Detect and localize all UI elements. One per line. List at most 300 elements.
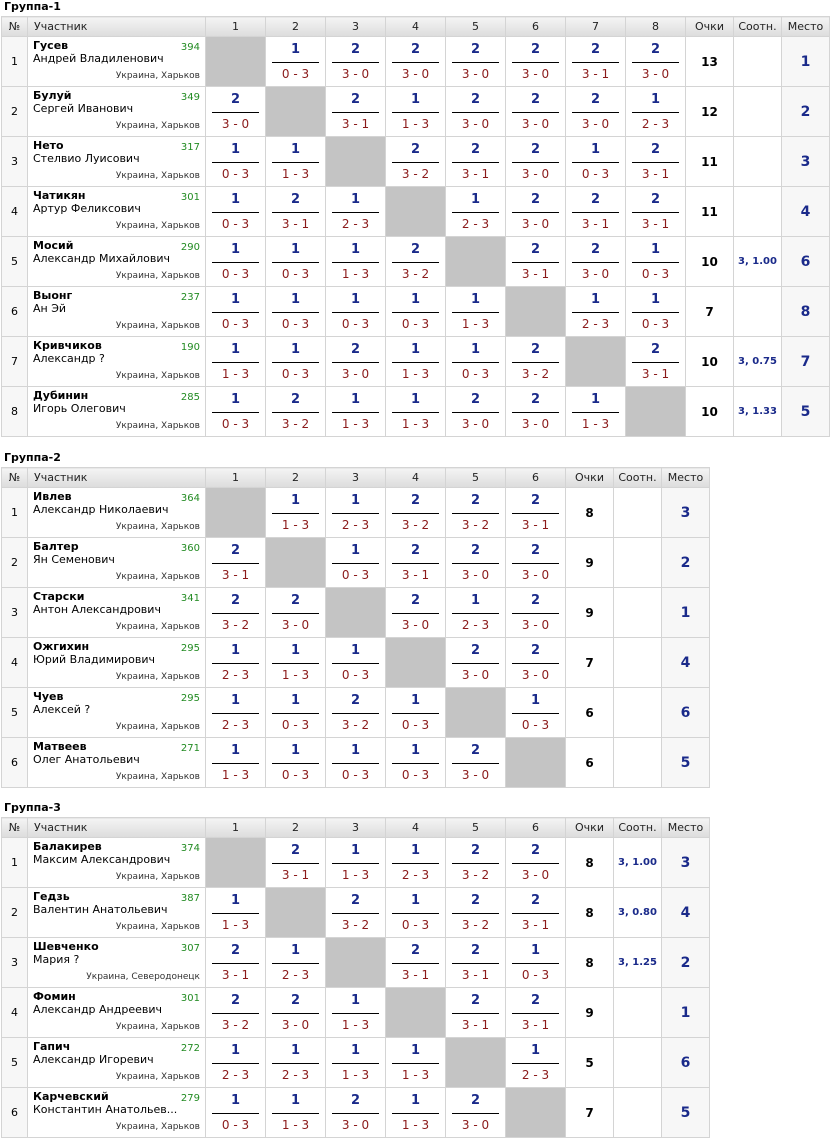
participant-first-name: Александр Игоревич — [33, 1053, 154, 1066]
match-score: 0 - 3 — [461, 367, 490, 381]
participant-name[interactable]: Гедзь — [33, 890, 70, 903]
place-cell: 8 — [782, 287, 830, 337]
match-score: 0 - 3 — [221, 317, 250, 331]
ratio-cell — [734, 187, 782, 237]
participant-cell — [28, 87, 206, 137]
match-score: 3 - 0 — [521, 868, 550, 882]
result-divider — [452, 863, 499, 864]
match-points: 2 — [470, 1093, 481, 1108]
match-points: 1 — [410, 1043, 421, 1058]
result-divider — [392, 162, 439, 163]
match-score: 0 - 3 — [341, 668, 370, 682]
result-divider — [212, 1063, 259, 1064]
points-cell: 10 — [686, 387, 734, 437]
match-result-cell — [386, 237, 446, 287]
table-row — [2, 137, 830, 187]
match-score: 0 - 3 — [281, 718, 310, 732]
match-points: 2 — [650, 192, 661, 207]
match-result-cell — [206, 237, 266, 287]
header-place: Место — [662, 818, 710, 838]
match-score: 3 - 1 — [641, 367, 670, 381]
match-points: 2 — [530, 993, 541, 1008]
match-score: 0 - 3 — [221, 217, 250, 231]
table-row — [2, 87, 830, 137]
match-result-cell — [566, 87, 626, 137]
self-match-cell — [566, 337, 626, 387]
match-score: 3 - 1 — [521, 518, 550, 532]
participant-name[interactable]: Балакирев — [33, 840, 102, 853]
match-result-cell — [566, 187, 626, 237]
result-divider — [272, 963, 319, 964]
match-points: 2 — [230, 943, 241, 958]
match-result-cell — [506, 688, 566, 738]
result-divider — [392, 863, 439, 864]
match-score: 2 - 3 — [401, 868, 430, 882]
match-score: 3 - 2 — [341, 718, 370, 732]
result-divider — [572, 162, 619, 163]
header-participant: Участник — [28, 468, 206, 488]
match-score: 3 - 1 — [401, 568, 430, 582]
match-points: 2 — [350, 42, 361, 57]
match-result-cell — [386, 488, 446, 538]
match-result-cell — [446, 488, 506, 538]
result-divider — [212, 412, 259, 413]
place-cell: 6 — [782, 237, 830, 287]
group-table — [1, 16, 830, 437]
match-points: 1 — [410, 843, 421, 858]
match-result-cell — [446, 187, 506, 237]
participant-rating: 279 — [180, 1093, 200, 1104]
result-divider — [512, 112, 559, 113]
result-divider — [332, 513, 379, 514]
match-result-cell — [326, 888, 386, 938]
participant-name[interactable]: Чуев — [33, 690, 64, 703]
match-result-cell — [506, 37, 566, 87]
result-divider — [572, 312, 619, 313]
participant-rating: 237 — [180, 292, 200, 303]
self-match-cell — [206, 838, 266, 888]
self-match-cell — [386, 988, 446, 1038]
result-divider — [512, 613, 559, 614]
table-row — [2, 237, 830, 287]
participant-name[interactable]: Мосий — [33, 239, 74, 252]
match-points: 1 — [230, 342, 241, 357]
result-divider — [332, 913, 379, 914]
participant-name[interactable]: Карчевский — [33, 1090, 109, 1103]
match-score: 1 - 3 — [341, 868, 370, 882]
match-result-cell — [446, 838, 506, 888]
participant-rating: 290 — [180, 242, 200, 253]
match-score: 3 - 2 — [221, 618, 250, 632]
match-result-cell — [446, 588, 506, 638]
match-score: 0 - 3 — [341, 317, 370, 331]
participant-cell — [28, 37, 206, 87]
participant-city: Украина, Харьков — [115, 522, 200, 532]
result-divider — [332, 713, 379, 714]
match-points: 1 — [410, 292, 421, 307]
match-result-cell — [446, 287, 506, 337]
participant-cell — [28, 988, 206, 1038]
match-score: 3 - 0 — [521, 117, 550, 131]
match-points: 1 — [470, 192, 481, 207]
match-result-cell — [266, 337, 326, 387]
match-result-cell — [386, 1088, 446, 1138]
place-cell: 7 — [782, 337, 830, 387]
result-divider — [272, 713, 319, 714]
points-cell: 8 — [566, 938, 614, 988]
match-score: 1 - 3 — [341, 267, 370, 281]
result-divider — [332, 362, 379, 363]
match-score: 0 - 3 — [401, 317, 430, 331]
points-cell: 7 — [566, 1088, 614, 1138]
points-cell: 11 — [686, 137, 734, 187]
match-result-cell — [206, 1038, 266, 1088]
match-score: 3 - 0 — [521, 668, 550, 682]
match-score: 3 - 2 — [341, 918, 370, 932]
match-score: 3 - 2 — [461, 918, 490, 932]
header-opponent-col: 4 — [386, 818, 446, 838]
participant-name[interactable]: Ожгихин — [33, 640, 90, 653]
group-title: Группа-3 — [4, 801, 61, 814]
result-divider — [212, 162, 259, 163]
table-row — [2, 688, 710, 738]
participant-name[interactable]: Выонг — [33, 289, 73, 302]
match-score: 0 - 3 — [521, 968, 550, 982]
match-points: 1 — [230, 1043, 241, 1058]
match-result-cell — [446, 988, 506, 1038]
match-points: 2 — [470, 543, 481, 558]
participant-rating: 301 — [180, 993, 200, 1004]
match-score: 3 - 1 — [341, 117, 370, 131]
match-score: 1 - 3 — [401, 117, 430, 131]
result-divider — [332, 212, 379, 213]
match-result-cell — [386, 738, 446, 788]
participant-name[interactable]: Старски — [33, 590, 85, 603]
match-points: 2 — [530, 493, 541, 508]
match-result-cell — [266, 738, 326, 788]
result-divider — [272, 162, 319, 163]
match-result-cell — [326, 337, 386, 387]
match-points: 1 — [530, 943, 541, 958]
match-score: 0 - 3 — [281, 267, 310, 281]
match-result-cell — [206, 287, 266, 337]
participant-city: Украина, Харьков — [115, 321, 200, 331]
self-match-cell — [326, 588, 386, 638]
participant-name[interactable]: Чатикян — [33, 189, 86, 202]
row-number: 6 — [2, 1088, 28, 1138]
result-divider — [572, 412, 619, 413]
match-points: 2 — [650, 342, 661, 357]
points-cell: 10 — [686, 237, 734, 287]
header-opponent-col: 2 — [266, 468, 326, 488]
match-score: 3 - 0 — [461, 117, 490, 131]
result-divider — [392, 112, 439, 113]
match-score: 2 - 3 — [221, 718, 250, 732]
points-cell: 6 — [566, 688, 614, 738]
match-result-cell — [326, 87, 386, 137]
match-score: 1 - 3 — [221, 918, 250, 932]
match-result-cell — [266, 988, 326, 1038]
header-num: № — [2, 468, 28, 488]
match-result-cell — [506, 588, 566, 638]
result-divider — [452, 162, 499, 163]
ratio-cell — [614, 1038, 662, 1088]
result-divider — [212, 913, 259, 914]
result-divider — [272, 62, 319, 63]
match-points: 1 — [230, 242, 241, 257]
points-cell: 6 — [566, 738, 614, 788]
header-opponent-col: 3 — [326, 17, 386, 37]
match-points: 1 — [350, 743, 361, 758]
match-points: 1 — [350, 993, 361, 1008]
ratio-cell — [614, 638, 662, 688]
result-divider — [452, 513, 499, 514]
match-points: 2 — [530, 192, 541, 207]
table-row — [2, 838, 710, 888]
place-cell: 1 — [782, 37, 830, 87]
match-result-cell — [386, 337, 446, 387]
participant-name[interactable]: Балтер — [33, 540, 79, 553]
participant-first-name: Андрей Владиленович — [33, 52, 164, 65]
result-divider — [452, 613, 499, 614]
participant-name[interactable]: Гапич — [33, 1040, 71, 1053]
match-score: 1 - 3 — [281, 668, 310, 682]
match-score: 1 - 3 — [401, 1118, 430, 1132]
match-points: 2 — [470, 42, 481, 57]
match-score: 1 - 3 — [341, 417, 370, 431]
result-divider — [272, 1113, 319, 1114]
result-divider — [272, 212, 319, 213]
match-result-cell — [326, 37, 386, 87]
match-score: 3 - 2 — [401, 167, 430, 181]
participant-name[interactable]: Ивлев — [33, 490, 72, 503]
participant-city: Украина, Харьков — [115, 271, 200, 281]
ratio-cell — [734, 137, 782, 187]
header-ratio: Соотн. — [734, 17, 782, 37]
table-row — [2, 638, 710, 688]
match-points: 1 — [350, 493, 361, 508]
match-result-cell — [626, 287, 686, 337]
match-score: 0 - 3 — [581, 167, 610, 181]
match-result-cell — [506, 187, 566, 237]
match-result-cell — [506, 137, 566, 187]
match-result-cell — [206, 738, 266, 788]
self-match-cell — [266, 888, 326, 938]
result-divider — [512, 563, 559, 564]
points-cell: 7 — [566, 638, 614, 688]
match-score: 3 - 0 — [461, 1118, 490, 1132]
place-cell: 5 — [662, 738, 710, 788]
match-result-cell — [446, 387, 506, 437]
points-cell: 9 — [566, 538, 614, 588]
participant-cell — [28, 387, 206, 437]
ratio-cell: 3, 1.00 — [734, 237, 782, 287]
result-divider — [632, 162, 679, 163]
match-result-cell — [386, 287, 446, 337]
result-divider — [452, 563, 499, 564]
match-result-cell — [506, 988, 566, 1038]
participant-rating: 295 — [180, 693, 200, 704]
participant-first-name: Антон Александрович — [33, 603, 161, 616]
match-points: 2 — [590, 192, 601, 207]
match-points: 1 — [290, 643, 301, 658]
points-cell: 8 — [566, 838, 614, 888]
match-result-cell — [566, 237, 626, 287]
participant-rating: 374 — [180, 843, 200, 854]
match-result-cell — [326, 187, 386, 237]
match-points: 2 — [470, 392, 481, 407]
match-result-cell — [206, 1088, 266, 1138]
match-result-cell — [266, 137, 326, 187]
place-cell: 6 — [662, 1038, 710, 1088]
match-score: 3 - 0 — [221, 117, 250, 131]
group-title: Группа-2 — [4, 451, 61, 464]
match-result-cell — [446, 137, 506, 187]
match-points: 1 — [590, 142, 601, 157]
result-divider — [392, 1113, 439, 1114]
match-result-cell — [266, 237, 326, 287]
match-score: 3 - 1 — [461, 167, 490, 181]
points-cell: 9 — [566, 988, 614, 1038]
participant-name[interactable]: Матвеев — [33, 740, 87, 753]
match-points: 1 — [290, 342, 301, 357]
header-opponent-col: 4 — [386, 468, 446, 488]
ratio-cell: 3, 1.33 — [734, 387, 782, 437]
participant-name[interactable]: Фомин — [33, 990, 76, 1003]
match-result-cell — [386, 888, 446, 938]
match-result-cell — [266, 938, 326, 988]
participant-name[interactable]: Нето — [33, 139, 64, 152]
match-result-cell — [266, 287, 326, 337]
result-divider — [212, 713, 259, 714]
ratio-cell — [614, 1088, 662, 1138]
result-divider — [332, 412, 379, 413]
participant-first-name: Алексей ? — [33, 703, 91, 716]
participant-name[interactable]: Шевченко — [33, 940, 99, 953]
match-points: 2 — [650, 142, 661, 157]
match-result-cell — [506, 237, 566, 287]
match-result-cell — [206, 538, 266, 588]
result-divider — [512, 212, 559, 213]
match-score: 0 - 3 — [281, 317, 310, 331]
result-divider — [512, 913, 559, 914]
participant-cell — [28, 688, 206, 738]
match-result-cell — [446, 87, 506, 137]
participant-first-name: Александр Андреевич — [33, 1003, 163, 1016]
participant-first-name: Константин Анатольев... — [33, 1103, 178, 1116]
row-number: 2 — [2, 87, 28, 137]
group-table — [1, 817, 710, 1138]
result-divider — [212, 613, 259, 614]
match-points: 2 — [290, 593, 301, 608]
ratio-cell — [614, 538, 662, 588]
participant-rating: 307 — [180, 943, 200, 954]
participant-name[interactable]: Кривчиков — [33, 339, 102, 352]
header-opponent-col: 5 — [446, 818, 506, 838]
match-score: 0 - 3 — [641, 317, 670, 331]
table-row — [2, 988, 710, 1038]
participant-name[interactable]: Дубинин — [33, 389, 89, 402]
participant-name[interactable]: Булуй — [33, 89, 72, 102]
header-opponent-col: 1 — [206, 17, 266, 37]
result-divider — [452, 112, 499, 113]
match-points: 2 — [530, 593, 541, 608]
match-score: 0 - 3 — [221, 167, 250, 181]
match-points: 1 — [350, 292, 361, 307]
match-points: 2 — [470, 743, 481, 758]
match-score: 3 - 0 — [281, 1018, 310, 1032]
participant-cell — [28, 588, 206, 638]
match-result-cell — [206, 588, 266, 638]
match-score: 0 - 3 — [281, 367, 310, 381]
result-divider — [392, 913, 439, 914]
match-result-cell — [506, 838, 566, 888]
result-divider — [512, 362, 559, 363]
match-score: 1 - 3 — [581, 417, 610, 431]
result-divider — [332, 663, 379, 664]
points-cell: 11 — [686, 187, 734, 237]
result-divider — [332, 62, 379, 63]
participant-rating: 387 — [180, 893, 200, 904]
result-divider — [332, 112, 379, 113]
row-number: 8 — [2, 387, 28, 437]
match-score: 3 - 2 — [461, 868, 490, 882]
header-place: Место — [782, 17, 830, 37]
result-divider — [272, 613, 319, 614]
match-result-cell — [386, 1038, 446, 1088]
match-score: 3 - 1 — [641, 167, 670, 181]
match-result-cell — [206, 337, 266, 387]
match-points: 2 — [470, 943, 481, 958]
ratio-cell: 3, 0.80 — [614, 888, 662, 938]
match-result-cell — [206, 187, 266, 237]
match-result-cell — [566, 387, 626, 437]
match-points: 2 — [410, 242, 421, 257]
match-score: 3 - 1 — [521, 1018, 550, 1032]
participant-rating: 285 — [180, 392, 200, 403]
match-result-cell — [626, 187, 686, 237]
match-score: 2 - 3 — [341, 217, 370, 231]
table-row — [2, 888, 710, 938]
match-result-cell — [266, 387, 326, 437]
result-divider — [332, 763, 379, 764]
match-points: 2 — [410, 42, 421, 57]
match-result-cell — [206, 638, 266, 688]
header-num: № — [2, 818, 28, 838]
match-result-cell — [446, 1088, 506, 1138]
result-divider — [452, 763, 499, 764]
header-participant: Участник — [28, 17, 206, 37]
table-row — [2, 488, 710, 538]
result-divider — [632, 62, 679, 63]
match-result-cell — [206, 387, 266, 437]
match-result-cell — [506, 888, 566, 938]
result-divider — [272, 1063, 319, 1064]
match-result-cell — [206, 938, 266, 988]
participant-first-name: Игорь Олегович — [33, 402, 126, 415]
match-score: 3 - 2 — [521, 367, 550, 381]
header-opponent-col: 6 — [506, 17, 566, 37]
table-row — [2, 938, 710, 988]
place-cell: 1 — [662, 988, 710, 1038]
result-divider — [272, 763, 319, 764]
participant-first-name: Максим Александрович — [33, 853, 171, 866]
match-result-cell — [566, 37, 626, 87]
participant-name[interactable]: Гусев — [33, 39, 69, 52]
match-result-cell — [206, 688, 266, 738]
result-divider — [272, 262, 319, 263]
participant-first-name: Стелвио Луисович — [33, 152, 140, 165]
